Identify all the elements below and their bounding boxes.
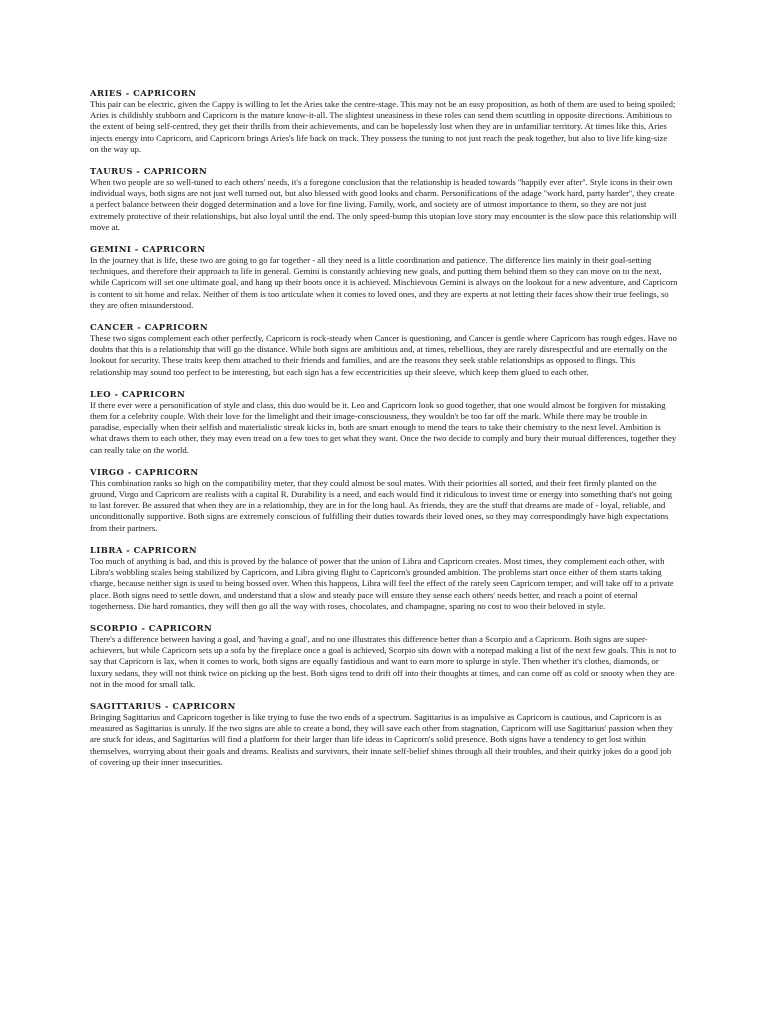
section-heading: GEMINI - CAPRICORN — [90, 244, 206, 255]
document-page — [90, 88, 678, 779]
section-text: This combination ranks so high on the compatibility meter, that they could almost be soul mates. With their priorities all sorted, and their feet firmly planted on the ground, Virgo and Capricorn are realists with a capital R. Durability is a need, and each would find it ridiculous to invest time or energy into something that's not going to last forever. Be assured that when they are in a relationship, they are in for the long haul. As friends, they are the stuff that dreams are made of - loyal, reliable, and unconditionally supportive. Both signs are extremely conscious of fulfilling their duties towards their loved ones, so they may correspondingly have high expectations from their partners. — [90, 477, 673, 533]
section-text: This pair can be electric, given the Cappy is willing to let the Aries take the centre-stage. This may not be an easy proposition, as both of them are used to being spoiled; Aries is childishly stubborn and Capricorn is the mature know-it-all. The slightest uneasiness in these roles can send them scuttling in opposite directions. Ambitious to the extent of being self-centred, they get their thrills from their achievements, and can be hopelessly lost when they are in unfamiliar territory. At times like this, Aries injects energy into Capricorn, and Capricorn brings Aries's life back on track. They possess the tuning to not just reach the peak together, but also to live life king-size on the way up. — [90, 99, 676, 154]
section-heading: TAURUS - CAPRICORN — [90, 166, 208, 177]
section-text: There's a difference between having a goal, and 'having a goal', and no one illustrates this difference better than a Scorpio and a Capricorn. Both signs are super-achievers, but while Capricorn sets up a sofa by the fireplace once a goal is achieved, Scorpio sits down with a notepad making a list of the next few goals. This is not to say that Capricorn is lax, when it comes to work, both signs are equally fastidious and want to earn more to splurge in style. Then whether it's clothes, diamonds, or luxury sedans, they will not think twice on picking up the best. Both signs tend to drift off into their thoughts at times, and can come off as cold or snooty when they are not in the mood for small talk. — [90, 633, 677, 689]
section-scorpio — [90, 623, 678, 690]
section-leo — [90, 389, 678, 456]
section-taurus — [90, 166, 678, 233]
section-heading: SAGITTARIUS - CAPRICORN — [90, 700, 236, 711]
section-text: In the journey that is life, these two are going to go far together - all they need is a little coordination and patience. The difference lies mainly in their goal-setting techniques, and therefore their approach to life in general. Gemini is constantly achieving new goals, and putting them behind them so they can move on to the next, while Capricorn will set one ultimate goal, and hang up their boots once it is achieved. Mischievous Gemini is always on the lookout for a new adventure, and Capricorn is content to sit home and relax. Neither of them is too articulate when it comes to loved ones, and they are experts at not letting their faces show their true feelings, so they are often misunderstood. — [90, 255, 678, 310]
section-cancer — [90, 322, 678, 378]
section-heading: CANCER - CAPRICORN — [90, 322, 209, 333]
section-text: These two signs complement each other perfectly, Capricorn is rock-steady when Cancer is questioning, and Cancer is gentle where Capricorn has rough edges. Have no doubts that this is a relationship that will go the distance. While both signs are ambitious and, at times, rebellious, they are rarely disrespectful and are eternally on the lookout for security. These traits keep them attached to their friends and families, and are the reasons they seek stable relationships as opposed to flings. This relationship may sound too perfect to be interesting, but each sign has a few eccentricities up their sleeve, which keep them glued to each other. — [90, 333, 677, 377]
section-aries — [90, 88, 678, 155]
section-heading: LEO - CAPRICORN — [90, 388, 186, 399]
section-text: If there ever were a personification of style and class, this duo would be it. Leo and Capricorn look so good together, that one would almost be forgiven for mistaking them for a celebrity couple. With their love for the limelight and their image-consciousness, they wouldn't be too far off the mark. While there may be trouble in paradise, especially when their selfish and materialistic streak kicks in, both are smart enough to mend the tears to take their chemistry to the next level. Ambition is what draws them to each other, they may even tread on a few toes to get what they want. Once the two decide to comply and bury their mutual differences, together they can really take on the world. — [90, 399, 677, 455]
section-sagittarius — [90, 701, 678, 768]
section-gemini — [90, 244, 678, 311]
section-heading: LIBRA - CAPRICORN — [90, 544, 198, 555]
section-libra — [90, 545, 678, 612]
section-virgo — [90, 467, 678, 534]
section-text: When two people are so well-tuned to each others' needs, it's a foregone conclusion that the relationship is headed towards ''happily ever after''. Style icons in their own individual ways, both signs are not just well turned out, but also blessed with good looks and charm. Personifications of the adage ''work hard, party harder'', they create a perfect balance between their dogged determination and a love for fine living. Family, work, and society are of utmost importance to them, so they are not just extremely protective of their relationships, but also loyal until the end. The only speed-bump this utopian love story may encounter is the slow pace this relationship will move at. — [90, 177, 677, 232]
section-heading: SCORPIO - CAPRICORN — [90, 622, 213, 633]
section-heading: ARIES - CAPRICORN — [90, 88, 197, 98]
section-heading: VIRGO - CAPRICORN — [90, 466, 199, 477]
section-text: Bringing Sagittarius and Capricorn together is like trying to fuse the two ends of a spectrum. Sagittarius is as impulsive as Capricorn is cautious, and Capricorn is as measured as Sagittarius is unruly. If the two signs are able to create a bond, they will save each other from stagnation, Capricorn will use Sagittarius' passion when they are stuck for ideas, and Sagittarius will find a platform for their larger than life ideas in Capricorn's solid presence. Both signs have a tendency to get lost within themselves, worrying about their goals and dreams. Realists and survivors, their innate self-belief shines through all their troubles, and their quirky jokes do a good job of covering up their inner insecurities. — [90, 711, 673, 767]
section-text: Too much of anything is bad, and this is proved by the balance of power that the union of Libra and Capricorn creates. Most times, they complement each other, with Libra's wobbling scales being stabilized by Capricorn, and Libra giving flight to Capricorn's grounded ambition. The problems start once either of them starts taking charge, because neither sign is used to being bossed over. When this happens, Libra will feel the effect of the rarely seen Capricorn temper, and will take off to a private place. Both signs need to settle down, and understand that a slow and steady pace will ensure they sense each others' needs better, and reach a point of eternal togetherness. Die hard romantics, they will then go all the way with roses, chocolates, and champagne, sparing no cost to woo their beloved in style. — [90, 555, 674, 611]
